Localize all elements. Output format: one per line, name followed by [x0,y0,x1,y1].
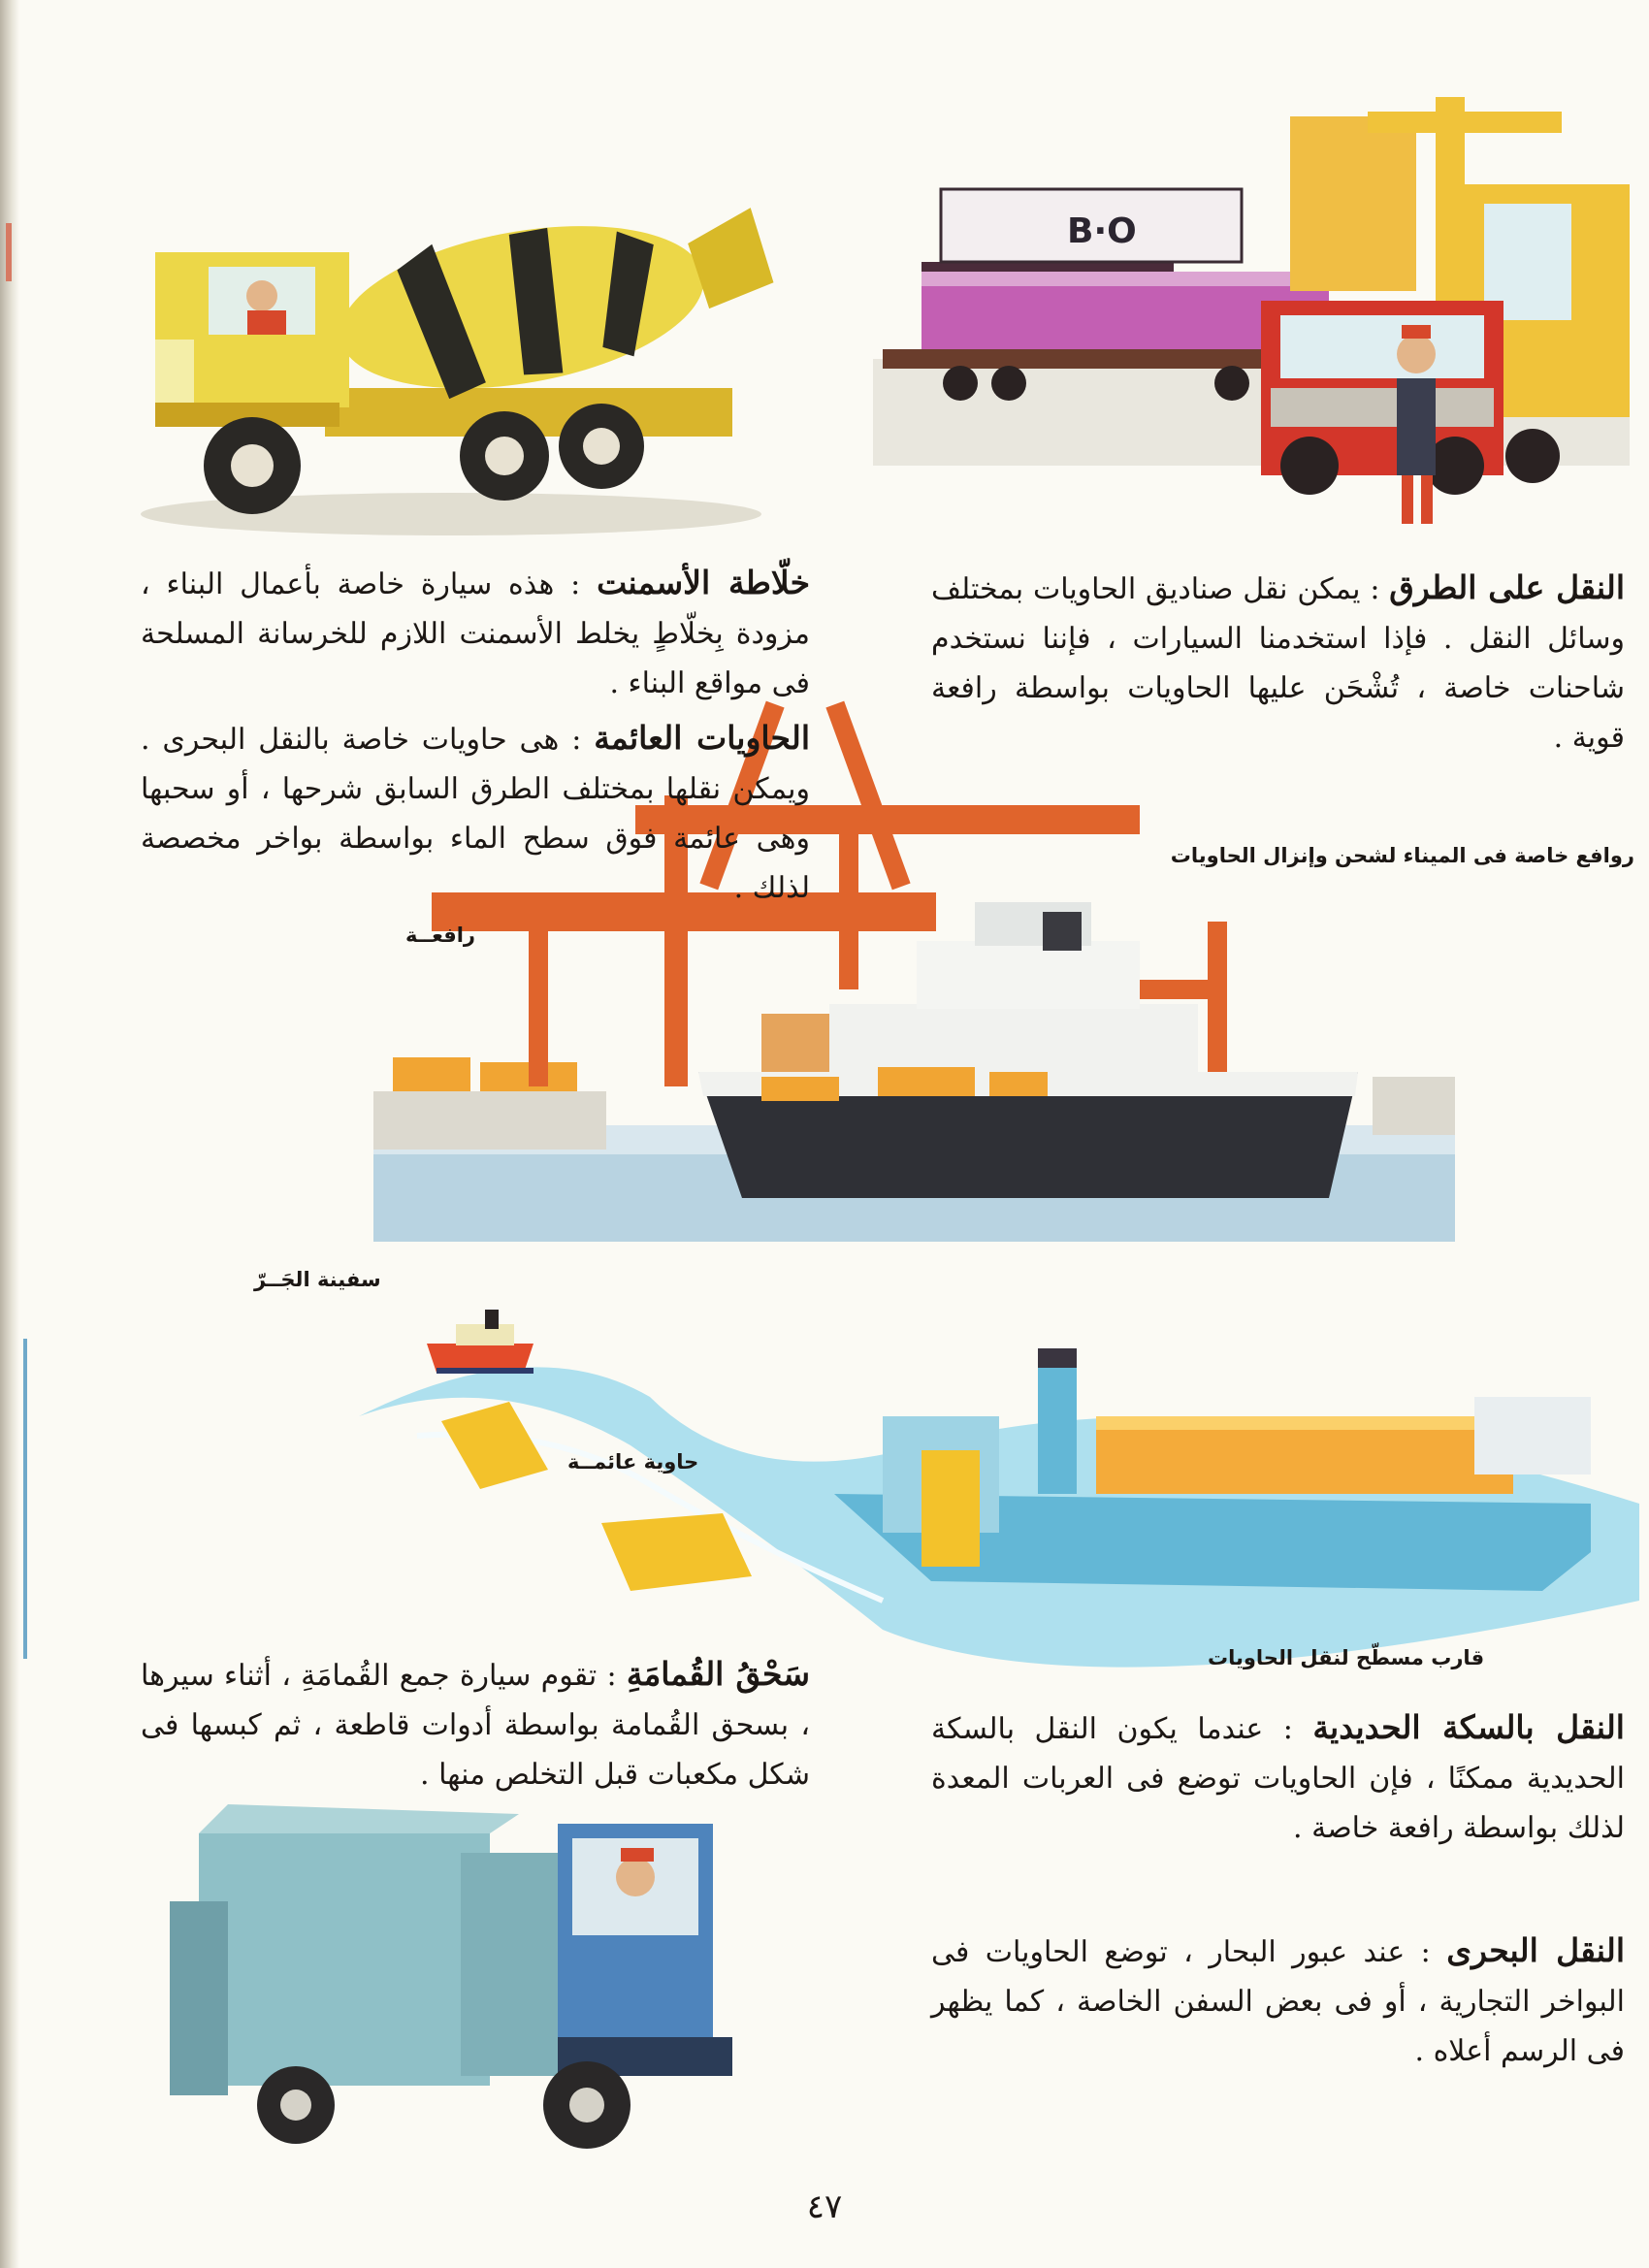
cement-mixer-body: هذه سيارة خاصة بأعمال البناء ، مزودة بِخلّاطٍ يخلط الأسمنت اللازم للخرسانة المسلحة فى مواقع البناء . [141,567,810,700]
page-binding-edge [0,0,19,2268]
road-transport-body: يمكن نقل صناديق الحاويات بمختلف وسائل النقل . فإذا استخدمنا السيارات ، فإننا نستخدم شاحنات خاصة ، تُشْحَن عليها الحاويات بواسطة رافعة قوية . [931,572,1625,755]
road-transport-title: النقل على الطرق [1389,568,1626,606]
rail-transport-title: النقل بالسكة الحديدية [1312,1708,1625,1746]
rail-transport-body: عندما يكون النقل بالسكة الحديدية ممكنًا ، فإن الحاويات توضع فى العربات المعدة لذلك بواسطة رافعة خاصة . [931,1712,1625,1845]
tugboat-caption: سفينة الجَــرّ [254,1268,381,1291]
trailer-label: B·O [1067,211,1137,251]
cement-mixer-title: خلّاطة الأسمنت [597,564,810,601]
page-number: ٤٧ [806,2187,843,2226]
cement-mixer-paragraph: خلّاطة الأسمنت : هذه سيارة خاصة بأعمال البناء ، مزودة بِخلّاطٍ يخلط الأسمنت اللازم للخرسانة المسلحة فى مواقع البناء . [141,564,810,700]
port-cranes-caption: روافع خاصة فى الميناء لشحن وإنزال الحاويات [1170,844,1634,867]
edge-mark [23,1339,27,1659]
flat-boat-caption: قارب مسطّح لنقل الحاويات [1208,1646,1485,1669]
garbage-compaction-title: سَحْقُ القُمامَةِ [626,1655,810,1693]
sea-transport-body: عند عبور البحار ، توضع الحاويات فى البواخر التجارية ، أو فى بعض السفن الخاصة ، كما يظهر فى الرسم أعلاه . [931,1935,1625,2068]
floating-container-caption: حاوية عائمــة [567,1450,699,1474]
garbage-truck-illustration [170,1795,791,2183]
rail-transport-paragraph: النقل بالسكة الحديدية : عندما يكون النقل بالسكة الحديدية ممكنًا ، فإن الحاويات توضع فى العربات المعدة لذلك بواسطة رافعة خاصة . [931,1708,1625,1845]
cement-mixer-illustration [116,194,786,543]
garbage-compaction-body: تقوم سيارة جمع القُمامَةِ ، أثناء سيرها ، بسحق القُمامة بواسطة أدوات قاطعة ، ثم كبسها فى شكل مكعبات قبل التخلص منها . [141,1659,810,1792]
road-truck-illustration [854,97,1649,534]
tug-floating-containers-illustration [340,1310,1649,1698]
sea-transport-paragraph: النقل البحرى : عند عبور البحار ، توضع الحاويات فى البواخر التجارية ، أو فى بعض السفن الخاصة ، كما يظهر فى الرسم أعلاه . [931,1931,1625,2068]
floating-containers-body: هى حاويات خاصة بالنقل البحرى . ويمكن نقلها بمختلف الطرق السابق شرحها ، أو سحبها وهى عائمة فوق سطح الماء بواسطة بواخر مخصصة لذلك . [141,723,810,905]
sea-transport-title: النقل البحرى [1446,1931,1625,1969]
road-transport-paragraph: النقل على الطرق : يمكن نقل صناديق الحاويات بمختلف وسائل النقل . فإذا استخدمنا السيارات ، فإننا نستخدم شاحنات خاصة ، تُشْحَن عليها الحاويات بواسطة رافعة قوية . [931,568,1626,755]
crane-caption: رافعــة [405,923,475,947]
edge-mark [6,223,12,281]
floating-containers-paragraph: الحاويات العائمة : هى حاويات خاصة بالنقل البحرى . ويمكن نقلها بمختلف الطرق السابق شرحها ، أو سحبها وهى عائمة فوق سطح الماء بواسطة بواخر مخصصة لذلك . [141,719,810,905]
garbage-compaction-paragraph: سَحْقُ القُمامَةِ : تقوم سيارة جمع القُمامَةِ ، أثناء سيرها ، بسحق القُمامة بواسطة أدوات قاطعة ، ثم كبسها فى شكل مكعبات قبل التخلص منها . [141,1655,810,1792]
floating-containers-title: الحاويات العائمة [594,719,810,757]
